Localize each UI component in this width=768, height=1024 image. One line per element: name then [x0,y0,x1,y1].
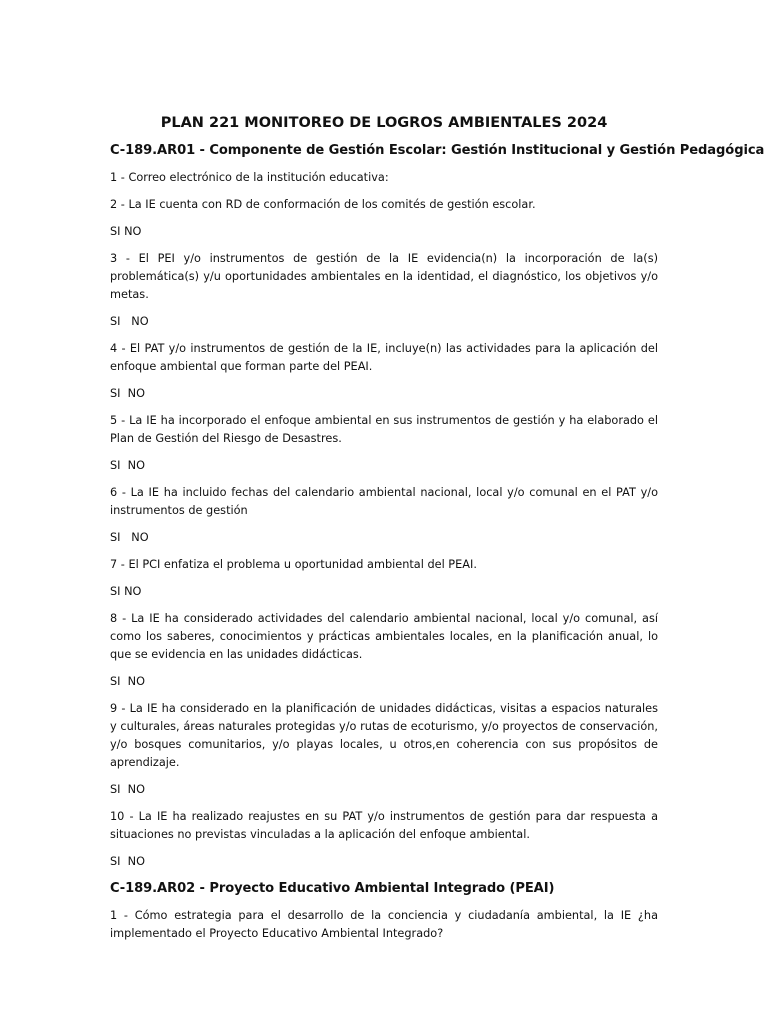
question-8: 8 - La IE ha considerado actividades del calendario ambiental nacional, local y/o comunal, así como los saberes, conocimientos y prácticas ambientales locales, en la planificación anual, lo que se evidencia en las unidades didácticas. [110,612,658,661]
answer-options-4: SI NO [110,387,146,400]
answer-options-5: SI NO [110,459,146,472]
answer-options-10: SI NO [110,855,146,868]
question-2: 2 - La IE cuenta con RD de conformación de los comités de gestión escolar. [110,198,536,211]
answer-options-3: SI NO [110,315,149,328]
document-title: PLAN 221 MONITOREO DE LOGROS AMBIENTALES 2024 [160,115,608,131]
question-1: 1 - Correo electrónico de la institución educativa: [110,171,389,184]
answer-options-6: SI NO [110,531,149,544]
question-10: 10 - La IE ha realizado reajustes en su PAT y/o instrumentos de gestión para dar respuesta a situaciones no previstas vinculadas a la aplicación del enfoque ambiental. [110,810,658,841]
answer-options-7: SI NO [110,585,142,598]
document-body [110,113,765,952]
answer-options-8: SI NO [110,675,146,688]
answer-options-9: SI NO [110,783,146,796]
question-peai-1: 1 - Cómo estrategia para el desarrollo de la conciencia y ciudadanía ambiental, la IE ¿ha implementado el Proyecto Educativo Ambiental Integrado? [110,909,658,940]
question-4: 4 - El PAT y/o instrumentos de gestión de la IE, incluye(n) las actividades para la aplicación del enfoque ambiental que forman parte del PEAI. [110,342,658,373]
question-9: 9 - La IE ha considerado en la planificación de unidades didácticas, visitas a espacios naturales y culturales, áreas naturales protegidas y/o rutas de ecoturismo, y/o proyectos de conservación, y/o bosques comunitarios, y/o playas locales, u otros,en coherencia con sus propósitos de aprendizaje. [110,702,658,769]
section-heading-ar01: C-189.AR01 - Componente de Gestión Escolar: Gestión Institucional y Gestión Pedagógica [110,143,765,158]
question-6: 6 - La IE ha incluido fechas del calendario ambiental nacional, local y/o comunal en el PAT y/o instrumentos de gestión [110,486,658,517]
question-7: 7 - El PCI enfatiza el problema u oportunidad ambiental del PEAI. [110,558,477,571]
question-5: 5 - La IE ha incorporado el enfoque ambiental en sus instrumentos de gestión y ha elaborado el Plan de Gestión del Riesgo de Desastres. [110,414,658,445]
section-heading-ar02: C-189.AR02 - Proyecto Educativo Ambiental Integrado (PEAI) [110,881,555,896]
answer-options-2: SI NO [110,225,142,238]
question-3: 3 - El PEI y/o instrumentos de gestión de la IE evidencia(n) la incorporación de la(s) problemática(s) y/u oportunidades ambientales en la identidad, el diagnóstico, los objetivos y/o metas. [110,252,658,301]
